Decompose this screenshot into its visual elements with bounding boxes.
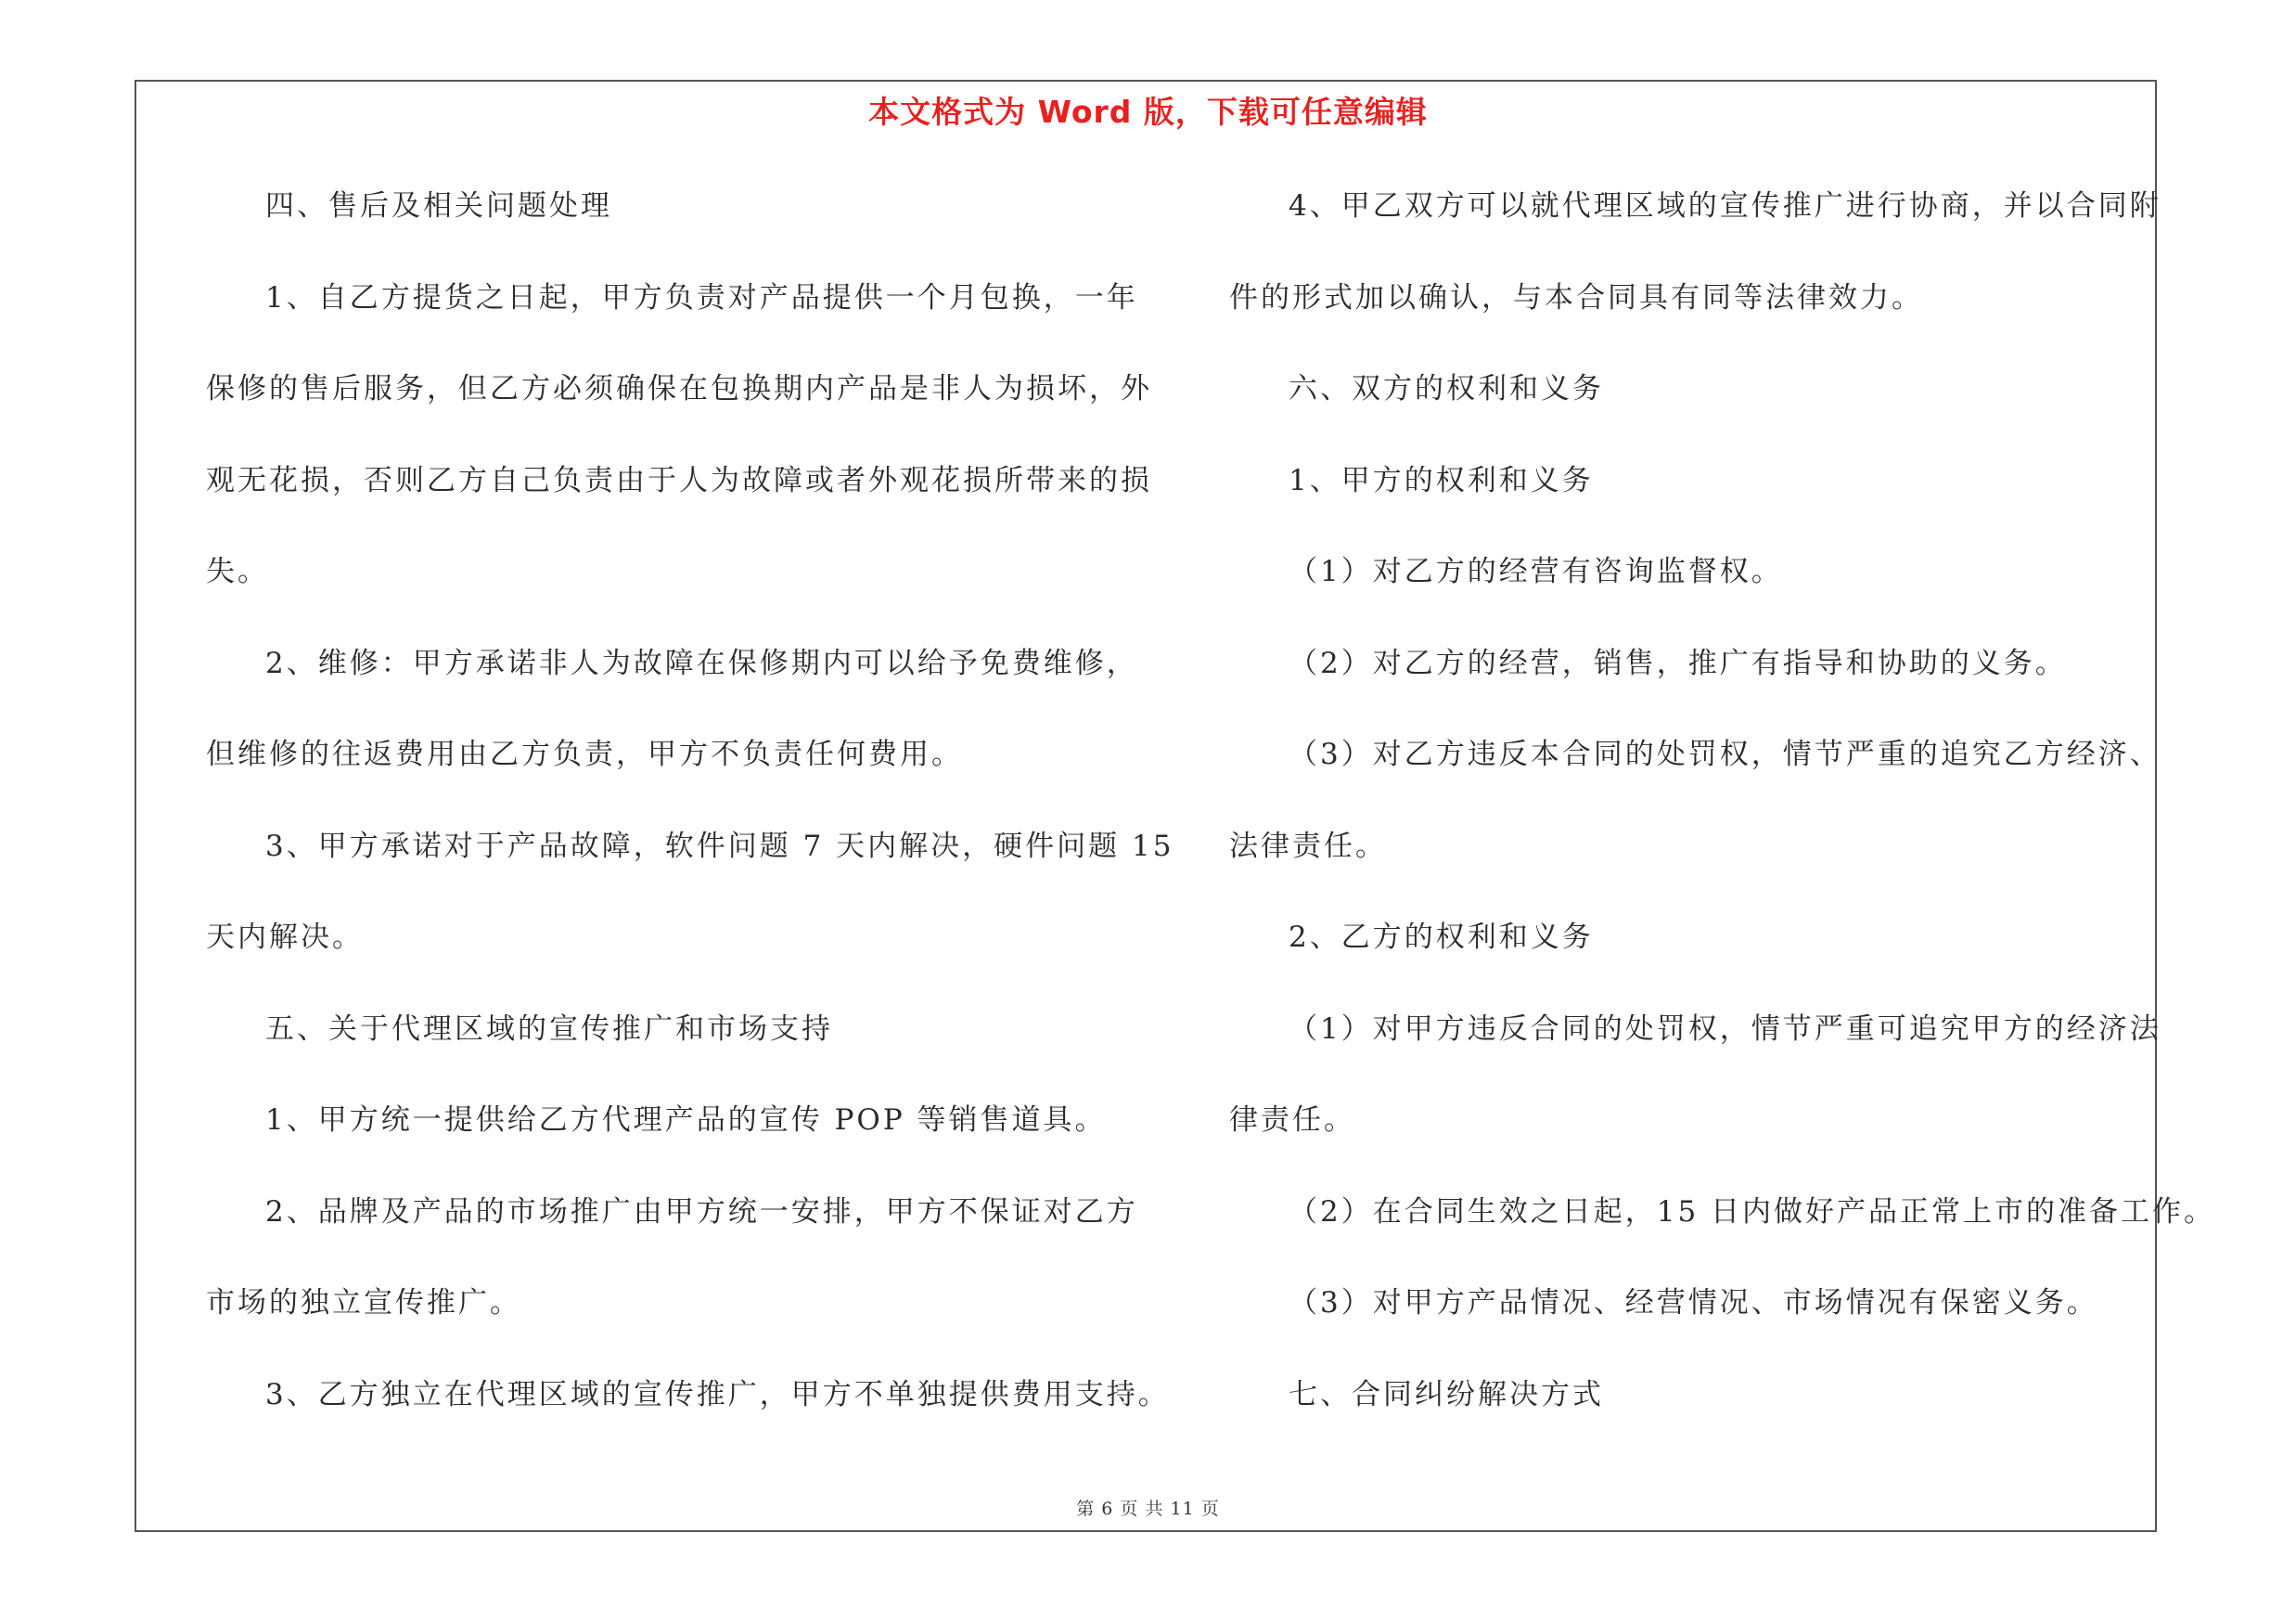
left-line-11: 1、甲方统一提供给乙方代理产品的宣传 POP 等销售道具。: [265, 1103, 1107, 1137]
left-line-1: 四、售后及相关问题处理: [265, 189, 612, 223]
right-line-5: （1）对乙方的经营有咨询监督权。: [1289, 555, 1783, 588]
right-line-11: 律责任。: [1229, 1103, 1355, 1137]
right-line-12: （2）在合同生效之日起，15 日内做好产品正常上市的准备工作。: [1289, 1194, 2216, 1229]
right-line-9: 2、乙方的权利和义务: [1289, 921, 1594, 954]
left-line-10: 五、关于代理区域的宣传推广和市场支持: [265, 1011, 833, 1046]
right-line-1: 4、甲乙双方可以就代理区域的宣传推广进行协商，并以合同附: [1289, 189, 2161, 223]
left-line-4: 观无花损，否则乙方自己负责由于人为故障或者外观花损所带来的损: [206, 463, 1152, 497]
left-line-5: 失。: [206, 555, 269, 588]
left-line-3: 保修的售后服务，但乙方必须确保在包换期内产品是非人为损坏，外: [206, 372, 1152, 406]
document-banner: 本文格式为 Word 版，下载可任意编辑: [868, 94, 1428, 130]
left-line-14: 3、乙方独立在代理区域的宣传推广，甲方不单独提供费用支持。: [265, 1377, 1170, 1411]
right-line-4: 1、甲方的权利和义务: [1289, 463, 1594, 497]
right-line-8: 法律责任。: [1229, 829, 1387, 863]
right-line-6: （2）对乙方的经营，销售，推广有指导和协助的义务。: [1289, 646, 2067, 680]
left-line-9: 天内解决。: [206, 921, 364, 954]
right-line-10: （1）对甲方违反合同的处罚权，情节严重可追究甲方的经济法: [1289, 1011, 2161, 1046]
right-line-14: 七、合同纠纷解决方式: [1289, 1377, 1604, 1411]
right-line-7: （3）对乙方违反本合同的处罚权，情节严重的追究乙方经济、: [1289, 738, 2161, 771]
left-line-7: 但维修的往返费用由乙方负责，甲方不负责任何费用。: [206, 738, 963, 771]
right-line-3: 六、双方的权利和义务: [1289, 372, 1604, 406]
right-line-13: （3）对甲方产品情况、经营情况、市场情况有保密义务。: [1289, 1286, 2098, 1320]
left-line-13: 市场的独立宣传推广。: [206, 1286, 521, 1320]
right-line-2: 件的形式加以确认，与本合同具有同等法律效力。: [1229, 280, 1923, 315]
left-line-2: 1、自乙方提货之日起，甲方负责对产品提供一个月包换，一年: [265, 280, 1138, 315]
left-line-12: 2、品牌及产品的市场推广由甲方统一安排，甲方不保证对乙方: [265, 1194, 1138, 1229]
left-line-6: 2、维修：甲方承诺非人为故障在保修期内可以给予免费维修，: [265, 646, 1138, 680]
left-line-8: 3、甲方承诺对于产品故障，软件问题 7 天内解决，硬件问题 15: [265, 829, 1174, 863]
page-number: 第 6 页 共 11 页: [1076, 1499, 1220, 1519]
